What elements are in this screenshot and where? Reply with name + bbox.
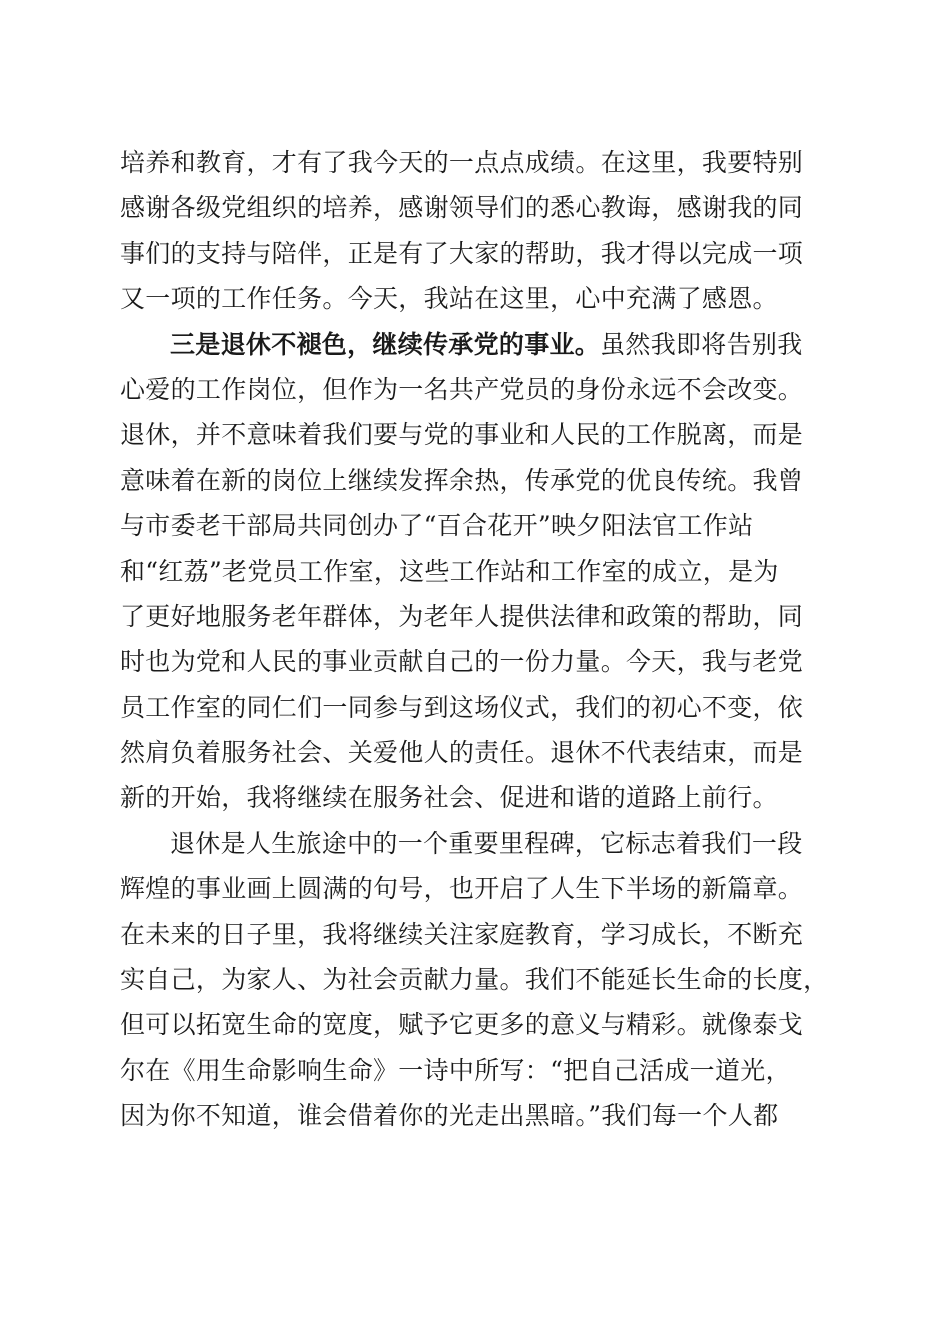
text-line: 时也为党和人民的事业贡献自己的一份力量。今天，我与老党 [120,647,804,677]
text-line: 然肩负着服务社会、关爱他人的责任。退休不代表结束，而是 [120,738,804,768]
paragraph-gratitude [120,140,840,322]
text-line: 辉煌的事业画上圆满的句号，也开启了人生下半场的新篇章。 [120,874,804,904]
text-line: 和“红荔”老党员工作室，这些工作站和工作室的成立，是为 [120,556,779,586]
text-fragment: 虽然我即将告别我 [600,329,803,359]
text-line: 员工作室的同仁们一同参与到这场仪式，我们的初心不变，依 [120,692,804,722]
text-line: 与市委老干部局共同创办了“百合花开”映夕阳法官工作站 [120,511,754,541]
text-line: 退休，并不意味着我们要与党的事业和人民的工作脱离，而是 [120,420,804,450]
text-line: 培养和教育，才有了我今天的一点点成绩。在这里，我要特别 [120,148,804,177]
text-line: 尔在《用生命影响生命》一诗中所写：“把自己活成一道光， [120,1055,791,1085]
text-line: 但可以拓宽生命的宽度，赋予它更多的意义与精彩。就像泰戈 [120,1010,804,1040]
section-heading: 三是退休不褪色，继续传承党的事业。 [170,329,601,359]
text-line: 又一项的工作任务。今天，我站在这里，心中充满了感恩。 [120,284,778,314]
text-line: 在未来的日子里，我将继续关注家庭教育，学习成长，不断充 [120,919,804,949]
paragraph-retirement-legacy [120,322,840,821]
text-line: 实自己，为家人、为社会贡献力量。我们不能延长生命的长度， [120,965,829,995]
paragraph-new-chapter [120,821,840,1139]
text-line: 了更好地服务老年群体，为老年人提供法律和政策的帮助，同 [120,601,804,631]
text-line: 感谢各级党组织的培养，感谢领导们的悉心教诲，感谢我的同 [120,193,804,223]
text-line: 因为你不知道，谁会借着你的光走出黑暗。”我们每一个人都 [120,1101,779,1131]
text-line: 事们的支持与陪伴，正是有了大家的帮助，我才得以完成一项 [120,238,804,268]
body-text [120,140,840,1139]
text-line: 意味着在新的岗位上继续发挥余热，传承党的优良传统。我曾 [120,465,804,495]
paragraph-first-line: 退休是人生旅途中的一个重要里程碑，它标志着我们一段 [170,828,803,858]
paragraph-first-line [120,322,840,367]
text-line: 心爱的工作岗位，但作为一名共产党员的身份永远不会改变。 [120,374,804,404]
text-line: 新的开始，我将继续在服务社会、促进和谐的道路上前行。 [120,783,778,813]
